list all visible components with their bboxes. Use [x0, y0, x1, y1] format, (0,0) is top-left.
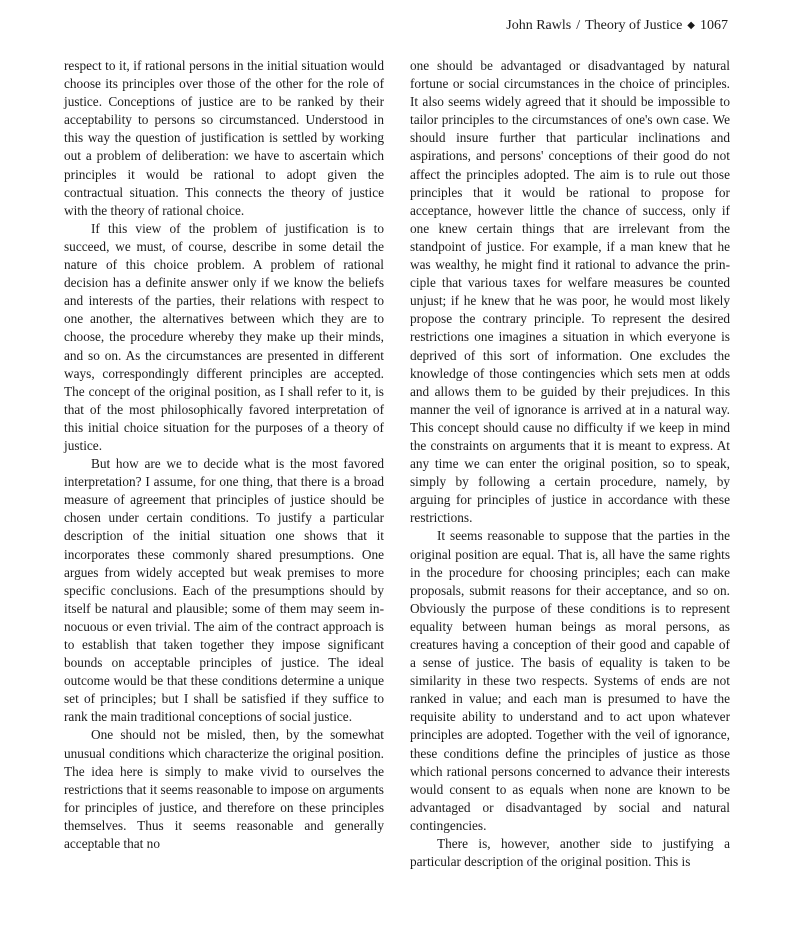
paragraph: If this view of the problem of justification is to succeed, we must, of course, describe in some detail the nature of this choice problem. A problem of rational decision has a definite answer only if we know the beliefs and interests of the parties, their relations with respect to one another, the alternatives between which they are to choose, the procedure whereby they make up their minds, and so on. As the circumstances are presented in different ways, correspondingly different principles are accepted. The concept of the original position, as I shall refer to it, is that of the most philosophically favored interpretation of this initial choice situation for the purposes of a theory of justice. — [64, 220, 384, 453]
running-head-title: Theory of Justice — [585, 18, 683, 33]
running-head-author: John Rawls — [506, 18, 572, 33]
paragraph: respect to it, if rational persons in the initial situation would choose its principles over those of the other for the role of justice. Conceptions of justice are to be ranked by their acceptability to persons so circumstanced. Understood in this way the question of justification is settled by working out a problem of deliberation: we have to ascertain which principles it would be rational to adopt given the contractual situation. This connects the theory of justice with the theory of rational choice. — [64, 58, 384, 218]
left-column — [64, 57, 384, 853]
running-head — [506, 17, 728, 36]
paragraph: One should not be misled, then, by the somewhat unusual conditions which characterize the original position. The idea here is simply to make vivid to ourselves the restrictions that it seems reasonable to impose on arguments for principles of justice, and therefore on these principles themselves. Thus it seems reasonable and generally acceptable that no — [64, 727, 384, 852]
paragraph: It seems reasonable to suppose that the parties in the original position are equal. That is, all have the same rights in the procedure for choosing principles; each can make proposals, submit reasons for their acceptance, and so on. Obviously the purpose of these conditions is to represent equality between human beings as moral persons, as creatures having a conception of their good and capable of a sense of justice. The basis of equality is taken to be similarity in these two respects. Systems of ends are not ranked in value; and each man is presumed to have the requisite ability to understand and to act upon whatever principles are adopted. Together with the veil of ignorance, these conditions define the principles of justice as those which rational persons concerned to advance their interests would consent to as equals when none are known to be advantaged or disadvantaged by social and natural contingencies. — [410, 528, 730, 833]
running-head-separator: / — [576, 18, 581, 33]
page-number: 1067 — [700, 18, 728, 33]
paragraph: one should be advantaged or disadvantaged by natural fortune or social circumstances in the choice of principles. It also seems widely agreed that it should be impossible to tailor principles to the circumstances of one's own case. We should insure further that particular inclinations and aspirations, and persons' conceptions of their good do not affect the principles adopted. The aim is to rule out those principles that it would be rational to propose for acceptance, however little the chance of success, only if one knew certain things that are irrelevant from the standpoint of justice. For example, if a man knew that he was wealthy, he might find it rational to advance the principle that various taxes for welfare measures be counted unjust; if he knew that he was poor, he would most likely propose the contrary principle. To represent the desired restrictions one imagines a situation in which everyone is deprived of this sort of information. One excludes the knowledge of those contingencies which sets men at odds and allows them to be guided by their prejudices. In this manner the veil of ignorance is arrived at in a natural way. This concept should cause no difficulty if we keep in mind the constraints on arguments that it is meant to express. At any time we can enter the original position, so to speak, simply by following a certain procedure, namely, by arguing for principles of justice in accordance with these restrictions. — [410, 58, 730, 526]
paragraph: But how are we to decide what is the most favored interpretation? I assume, for one thing, that there is a broad measure of agreement that principles of justice should be chosen under certain conditions. To justify a particular description of the initial situation one shows that it incorporates these commonly shared presumptions. One argues from widely accepted but weak premises to more specific conclusions. Each of the presumptions should by itself be natural and plausible; some of them may seem innocuous or even trivial. The aim of the contract approach is to establish that taken together they impose significant bounds on acceptable principles of justice. The ideal outcome would be that these conditions determine a unique set of principles; but I shall be satisfied if they suffice to rank the main traditional conceptions of social justice. — [64, 456, 384, 725]
paragraph: There is, however, another side to justifying a particular description of the original position. This is — [410, 836, 730, 870]
diamond-ornament-icon: ◆ — [687, 20, 695, 31]
right-column — [410, 57, 730, 871]
